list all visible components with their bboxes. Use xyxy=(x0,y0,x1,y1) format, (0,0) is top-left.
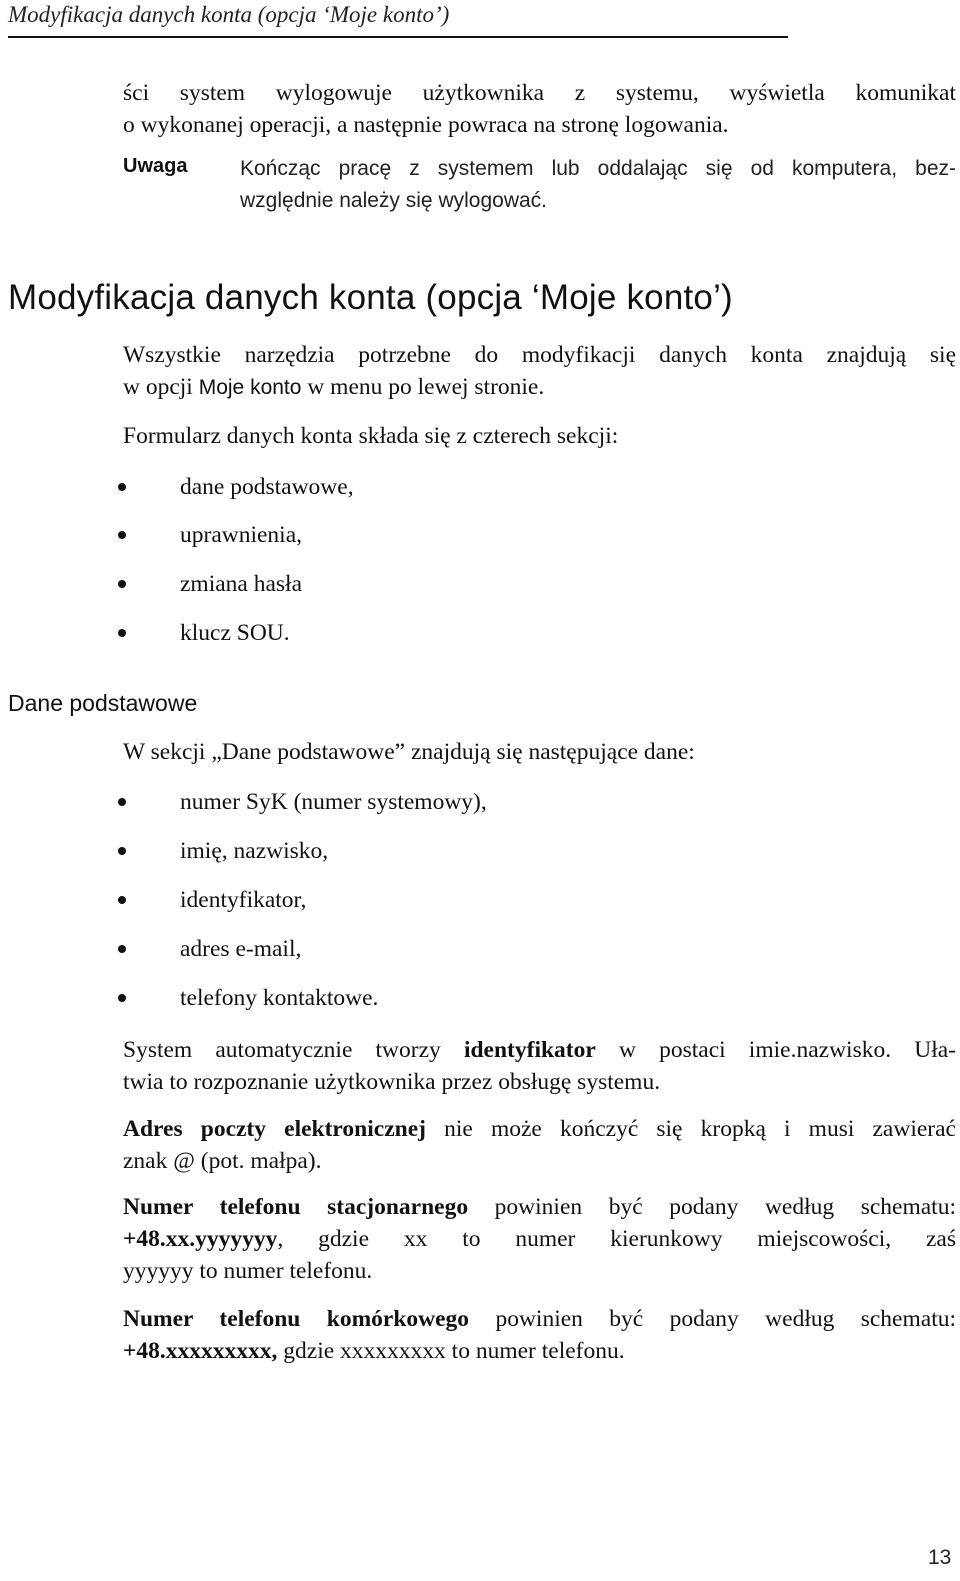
bullet-icon xyxy=(118,945,126,953)
p4-line-1 xyxy=(123,1034,956,1066)
p6-text-2: , gdzie xx to numer kierunkowy miejscowości, zaś xyxy=(277,1226,956,1252)
p1-line-2-c: w menu po lewej stronie. xyxy=(301,374,545,400)
paragraph-3 xyxy=(123,736,956,768)
list-item-text: adres e-mail, xyxy=(180,936,302,962)
list-item-text: dane podstawowe, xyxy=(180,474,354,500)
bullet-icon xyxy=(118,629,126,637)
p1-line-2 xyxy=(123,371,956,404)
list-item-text: imię, nazwisko, xyxy=(180,838,329,864)
paragraph-6 xyxy=(123,1191,956,1287)
list-item-text: uprawnienia, xyxy=(180,522,303,548)
p5-text: nie może kończyć się kropką i musi zawierać xyxy=(425,1116,956,1142)
p7-line-1 xyxy=(123,1303,956,1335)
running-header: Modyfikacja danych konta (opcja ‘Moje konto’) xyxy=(8,2,450,27)
side-heading: Dane podstawowe xyxy=(8,690,198,716)
list-item-text: identyfikator, xyxy=(180,887,307,913)
menu-option-name: Moje konto xyxy=(198,376,302,399)
p4-text-a: System automatycznie tworzy xyxy=(123,1037,464,1063)
p7-bold-term: Numer telefonu komórkowego xyxy=(123,1306,470,1332)
bullet-icon xyxy=(118,580,126,588)
section-title: Modyfikacja danych konta (opcja ‘Moje konto’) xyxy=(8,278,733,317)
p6-text: powinien być podany według schematu: xyxy=(468,1194,956,1220)
p7-text: powinien być podany według schematu: xyxy=(469,1306,957,1332)
p3-line: W sekcji „Dane podstawowe” znajdują się następujące dane: xyxy=(123,739,695,765)
bullet-icon xyxy=(118,896,126,904)
p4-text-c: w postaci imie.nazwisko. Uła- xyxy=(595,1037,956,1063)
header-rule xyxy=(8,36,788,38)
paragraph-5 xyxy=(123,1113,956,1177)
p5-line-2: znak @ (pot. małpa). xyxy=(123,1148,322,1174)
intro-line-1: ści system wylogowuje użytkownika z systemu, wyświetla komunikat xyxy=(123,80,956,106)
note-line-1: Kończąc pracę z systemem lub oddalając się od komputera, bez- xyxy=(240,157,956,180)
p5-line-1 xyxy=(123,1113,956,1145)
p1-line-2-a: w opcji xyxy=(123,374,199,400)
note-line-2: względnie należy się wylogować. xyxy=(240,189,547,212)
p6-line-1 xyxy=(123,1191,956,1223)
list-item-text: zmiana hasła xyxy=(180,571,303,597)
p7-phone-format: +48.xxxxxxxxx, xyxy=(123,1338,278,1364)
bullet-icon xyxy=(118,483,126,491)
paragraph-7 xyxy=(123,1303,956,1367)
intro-paragraph xyxy=(123,77,956,141)
bullet-icon xyxy=(118,531,126,539)
bullet-icon xyxy=(118,798,126,806)
list-item-text: klucz SOU. xyxy=(180,620,290,646)
p6-line-2 xyxy=(123,1223,956,1255)
paragraph-2 xyxy=(123,420,956,452)
p4-bold-term: identyfikator xyxy=(463,1037,596,1063)
bullet-icon xyxy=(118,847,126,855)
list-item-text: telefony kontaktowe. xyxy=(180,985,379,1011)
p7-line-2 xyxy=(123,1335,956,1367)
p4-line-2: twia to rozpoznanie użytkownika przez obsługę systemu. xyxy=(123,1069,661,1095)
intro-line-2: o wykonanej operacji, a następnie powraca na stronę logowania. xyxy=(123,112,729,138)
p6-line-3: yyyyyy to numer telefonu. xyxy=(123,1258,373,1284)
list-item-text: numer SyK (numer systemowy), xyxy=(180,789,487,815)
p6-phone-format: +48.xx.yyyyyyy xyxy=(123,1226,278,1252)
page-number: 13 xyxy=(928,1546,952,1569)
p5-bold-term: Adres poczty elektronicznej xyxy=(123,1116,426,1142)
note-label: Uwaga xyxy=(123,155,188,177)
p6-bold-term: Numer telefonu stacjonarnego xyxy=(123,1194,469,1220)
p2-line: Formularz danych konta składa się z czterech sekcji: xyxy=(123,423,619,449)
note-text xyxy=(240,153,956,217)
bullet-icon xyxy=(118,994,126,1002)
p7-text-2: gdzie xxxxxxxxx to numer telefonu. xyxy=(277,1338,625,1364)
p1-line-1: Wszystkie narzędzia potrzebne do modyfikacji danych konta znajdują się xyxy=(123,342,956,368)
paragraph-1 xyxy=(123,339,956,404)
paragraph-4 xyxy=(123,1034,956,1098)
